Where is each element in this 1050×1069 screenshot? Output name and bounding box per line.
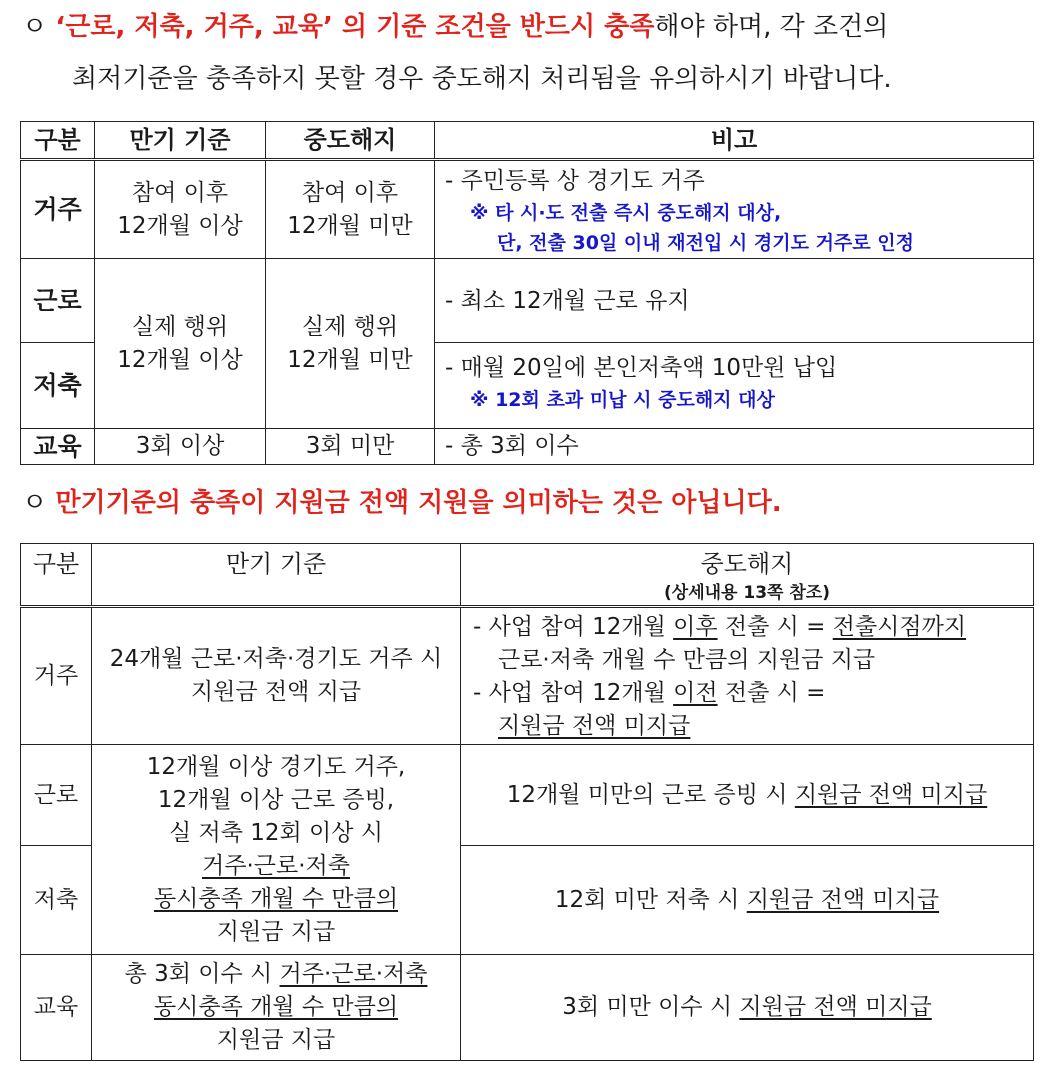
conditions-table: [20, 121, 1034, 465]
label-education: 교육: [21, 429, 95, 465]
t2-row-education: [21, 955, 1034, 1061]
cancel-work-saving: 실제 행위 12개월 미만: [266, 259, 435, 429]
t2-label-work: 근로: [21, 745, 92, 846]
remark-saving: - 매월 20일에 본인저축액 10만원 납입 ※ 12회 초과 미납 시 중도해지 대상: [435, 343, 1034, 429]
header-category: 구분: [21, 122, 95, 160]
cancel-residence: 참여 이후 12개월 미만: [266, 160, 435, 259]
t2-cancel-saving: 12회 미만 저축 시 지원금 전액 미지급: [461, 846, 1034, 955]
maturity-residence: 참여 이후 12개월 이상: [95, 160, 266, 259]
row-education: [21, 429, 1034, 465]
maturity-education: 3회 이상: [95, 429, 266, 465]
payout-table: [20, 543, 1034, 1061]
bullet: ㅇ: [22, 12, 48, 42]
header-remark: 비고: [435, 122, 1034, 160]
label-work: 근로: [21, 259, 95, 343]
notice1-rest: 해야 하며, 각 조건의: [654, 12, 889, 42]
cancel-education: 3회 미만: [266, 429, 435, 465]
t2-label-education: 교육: [21, 955, 92, 1061]
label-residence: 거주: [21, 160, 95, 259]
row-residence: [21, 160, 1034, 259]
row-work: [21, 259, 1034, 343]
t2-maturity-education: 총 3회 이수 시 거주·근로·저축 동시충족 개월 수 만큼의 지원금 지급: [92, 955, 461, 1061]
notice1-highlight: ‘근로, 저축, 거주, 교육’ 의 기준 조건을 반드시 충족: [55, 12, 655, 42]
note-residence-1: ※ 타 시·도 전출 즉시 중도해지 대상,: [470, 202, 782, 224]
notice1-line1: [22, 9, 888, 45]
notice2-text: 만기기준의 충족이 지원금 전액 지원을 의미하는 것은 아닙니다.: [55, 488, 782, 518]
label-saving: 저축: [21, 343, 95, 429]
maturity-work-saving: 실제 행위 12개월 이상: [95, 259, 266, 429]
remark-education: - 총 3회 이수: [435, 429, 1034, 465]
t2-cancel-work: 12개월 미만의 근로 증빙 시 지원금 전액 미지급: [461, 745, 1034, 846]
t2-label-residence: 거주: [21, 607, 92, 745]
header-cancel: 중도해지: [266, 122, 435, 160]
notice2-line: [22, 485, 782, 521]
t2-cancel-education: 3회 미만 이수 시 지원금 전액 미지급: [461, 955, 1034, 1061]
bullet: ㅇ: [22, 488, 48, 518]
t2-cancel-residence: - 사업 참여 12개월 이후 전출 시 = 전출시점까지 근로·저축 개월 수 만큼의 지원금 지급 - 사업 참여 12개월 이전 전출 시 = 지원금 전액 미지급: [461, 607, 1034, 745]
note-saving: ※ 12회 초과 미납 시 중도해지 대상: [470, 389, 775, 411]
header-maturity: 만기 기준: [95, 122, 266, 160]
t2-header-cancel: 중도해지 (상세내용 13쪽 참조): [461, 544, 1034, 607]
notice1-line2: 최저기준을 충족하지 못할 경우 중도해지 처리됨을 유의하시기 바랍니다.: [72, 64, 892, 94]
t2-maturity-work-saving: 12개월 이상 경기도 거주, 12개월 이상 근로 증빙, 실 저축 12회 이상 시 거주·근로·저축 동시충족 개월 수 만큼의 지원금 지급: [92, 745, 461, 955]
t2-header-category: 구분: [21, 544, 92, 607]
t2-header-maturity: 만기 기준: [92, 544, 461, 607]
t2-header-cancel-sub: (상세내용 13쪽 참조): [664, 583, 830, 603]
remark-residence: - 주민등록 상 경기도 거주 ※ 타 시·도 전출 즉시 중도해지 대상, 단, 전출 30일 이내 재전입 시 경기도 거주로 인정: [435, 160, 1034, 259]
t2-label-saving: 저축: [21, 846, 92, 955]
t2-maturity-residence: 24개월 근로·저축·경기도 거주 시 지원금 전액 지급: [92, 607, 461, 745]
remark-work: - 최소 12개월 근로 유지: [435, 259, 1034, 343]
t2-row-residence: [21, 607, 1034, 745]
t2-row-work: [21, 745, 1034, 846]
note-residence-2: 단, 전출 30일 이내 재전입 시 경기도 거주로 인정: [497, 232, 914, 254]
